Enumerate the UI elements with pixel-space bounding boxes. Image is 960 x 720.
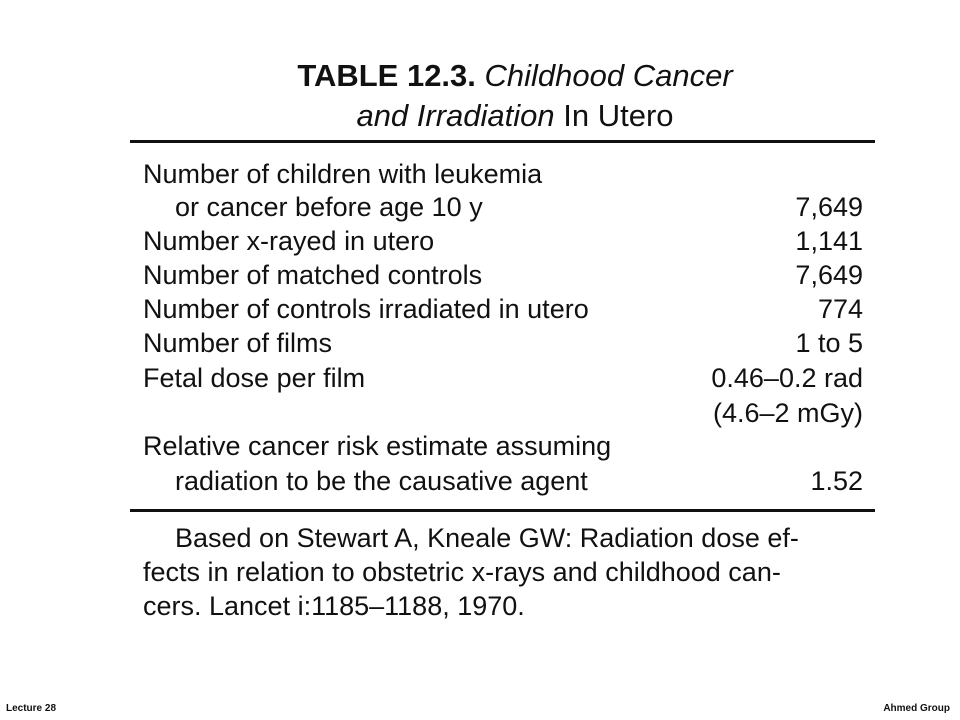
table-row — [143, 465, 863, 497]
row-value: 1.52 — [810, 466, 863, 496]
row-label: Number of controls irradiated in utero — [143, 294, 589, 324]
row-value: 1 to 5 — [795, 328, 863, 358]
row-value: 0.46–0.2 rad — [711, 363, 863, 393]
table-row — [143, 397, 863, 429]
title-italic-2: and Irradiation — [356, 98, 555, 133]
title-italic-1: Childhood Cancer — [484, 58, 733, 93]
table-row — [143, 158, 863, 190]
table-number: TABLE 12.3. — [297, 58, 476, 93]
table-row — [143, 362, 863, 394]
top-rule — [130, 140, 875, 143]
group-label: Ahmed Group — [883, 703, 950, 714]
row-label: or cancer before age 10 y — [175, 192, 483, 222]
row-label: radiation to be the causative agent — [175, 466, 588, 496]
row-value: 7,649 — [795, 192, 863, 222]
row-value: 7,649 — [795, 260, 863, 290]
footnote-line-3: cers. Lancet i:1185–1188, 1970. — [143, 591, 525, 621]
footnote-line-2: fects in relation to obstetric x-rays and childhood can- — [143, 557, 781, 587]
table-row — [143, 430, 863, 462]
table-row — [143, 327, 863, 359]
row-label: Number of children with leukemia — [143, 159, 543, 189]
row-value: 774 — [817, 294, 863, 324]
table-row — [143, 293, 863, 325]
row-label: Number of matched controls — [143, 260, 483, 290]
table-row — [143, 259, 863, 291]
row-value: (4.6–2 mGy) — [712, 398, 863, 428]
title-plain: In Utero — [563, 98, 674, 133]
table-row — [143, 191, 863, 223]
row-label: Number of films — [143, 328, 333, 358]
row-label: Fetal dose per film — [143, 363, 366, 393]
row-label: Relative cancer risk estimate assuming — [143, 431, 612, 461]
title-line-1 — [35, 57, 960, 95]
title-line-2 — [35, 97, 960, 135]
table-row — [143, 225, 863, 257]
row-label: Number x-rayed in utero — [143, 226, 435, 256]
row-value: 1,141 — [795, 226, 863, 256]
lecture-label: Lecture 28 — [6, 703, 57, 714]
bottom-rule — [130, 509, 875, 512]
footnote-line-1: Based on Stewart A, Kneale GW: Radiation dose ef- — [175, 523, 799, 553]
